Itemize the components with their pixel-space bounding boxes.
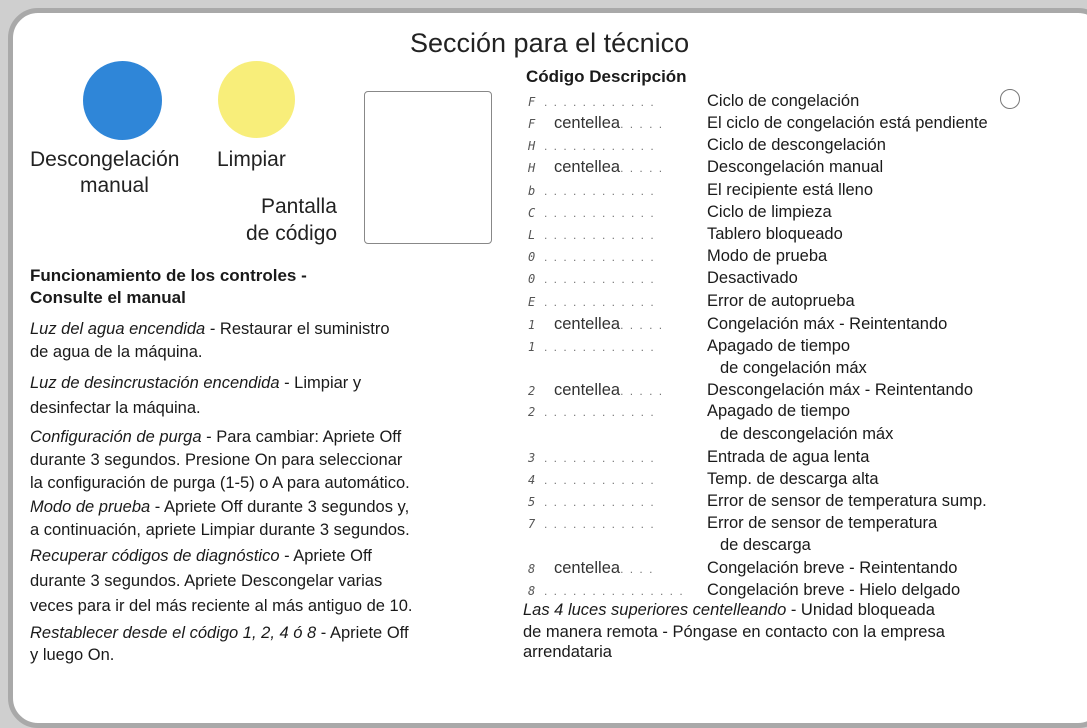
code-description: Descongelación máx - Reintentando xyxy=(707,381,973,399)
flash-label: centellea xyxy=(554,158,621,176)
leader-dots: . . . . . . . . . . . . xyxy=(544,495,656,509)
control-item-test-line2: a continuación, apriete Limpiar durante 3 segundos. xyxy=(30,521,410,539)
footer-term: Las 4 luces superiores centelleando xyxy=(523,601,787,619)
display-code: H xyxy=(528,161,537,175)
code-description: Congelación máx - Reintentando xyxy=(707,315,948,333)
code-row xyxy=(528,557,654,579)
display-code: E xyxy=(528,295,537,309)
code-row xyxy=(528,201,655,223)
code-row xyxy=(528,313,664,335)
code-description: El recipiente está lleno xyxy=(707,181,874,199)
control-term: Restablecer desde el código 1, 2, 4 ó 8 xyxy=(30,624,317,642)
code-description: Desactivado xyxy=(707,269,798,287)
display-label-line1: Pantalla xyxy=(261,195,337,218)
flash-label: centellea xyxy=(554,114,621,132)
display-code: H xyxy=(528,139,537,153)
leader-dots: . . . . . . . . . . . . xyxy=(544,206,656,220)
code-description: Congelación breve - Hielo delgado xyxy=(707,581,961,599)
code-row xyxy=(528,446,655,468)
code-description: Entrada de agua lenta xyxy=(707,448,870,466)
control-item-reset-line1 xyxy=(30,623,409,643)
control-item-recover-line1 xyxy=(30,546,372,566)
codes-footer-line3: arrendataria xyxy=(523,643,612,661)
code-description: Error de autoprueba xyxy=(707,292,855,310)
code-row xyxy=(528,112,664,134)
display-code: 3 xyxy=(528,451,537,465)
display-code: 8 xyxy=(528,584,537,598)
code-row xyxy=(528,245,655,267)
clean-button[interactable] xyxy=(218,61,295,138)
code-row xyxy=(528,179,655,201)
flash-label: centellea xyxy=(554,559,621,577)
display-code: C xyxy=(528,206,537,220)
display-code: F xyxy=(528,95,537,109)
display-code: 2 xyxy=(528,405,537,419)
control-item-purge-line3: la configuración de purga (1-5) o A para automático. xyxy=(30,474,410,492)
code-description: Ciclo de descongelación xyxy=(707,136,886,154)
control-text: - Apriete Off durante 3 segundos y, xyxy=(150,498,410,516)
controls-header-line2: Consulte el manual xyxy=(30,288,186,307)
code-row xyxy=(528,579,684,601)
code-row xyxy=(528,156,664,178)
code-description-line2: de descarga xyxy=(720,536,811,554)
control-text: - Limpiar y xyxy=(279,374,362,392)
code-row xyxy=(528,400,655,422)
leader-dots: . . . . . . . . . . . . xyxy=(544,517,656,531)
code-row xyxy=(528,490,655,512)
leader-dots: . . . . . xyxy=(620,318,664,332)
display-code: b xyxy=(528,184,537,198)
leader-dots: . . . . . . . . . . . . xyxy=(544,272,656,286)
leader-dots: . . . . . . . . . . . . xyxy=(544,473,656,487)
leader-dots: . . . . . . . . . . . . xyxy=(544,95,656,109)
control-item-water-line2: de agua de la máquina. xyxy=(30,343,203,361)
control-term: Luz de desincrustación encendida xyxy=(30,374,280,392)
leader-dots: . . . . . xyxy=(620,161,664,175)
control-text: - Para cambiar: Apriete Off xyxy=(201,428,402,446)
code-description: Modo de prueba xyxy=(707,247,828,265)
display-code: 4 xyxy=(528,473,537,487)
control-item-purge-line1 xyxy=(30,427,401,447)
code-description-line2: de descongelación máx xyxy=(720,425,894,443)
leader-dots: . . . . . . . . . . . . xyxy=(544,340,656,354)
code-description: Apagado de tiempo xyxy=(707,402,851,420)
display-code: 1 xyxy=(528,318,537,332)
code-description: Temp. de descarga alta xyxy=(707,470,879,488)
panel-title: Sección para el técnico xyxy=(410,28,690,58)
display-code: 8 xyxy=(528,562,537,576)
defrost-label-line2: manual xyxy=(80,174,149,197)
clean-label: Limpiar xyxy=(217,148,286,171)
leader-dots: . . . . . . . . . . . . xyxy=(544,250,656,264)
control-item-water-line1 xyxy=(30,319,390,339)
defrost-label-line1: Descongelación xyxy=(30,148,180,171)
control-term: Configuración de purga xyxy=(30,428,202,446)
control-item-test-line1 xyxy=(30,497,409,517)
display-code: 5 xyxy=(528,495,537,509)
control-term: Recuperar códigos de diagnóstico xyxy=(30,547,280,565)
code-row xyxy=(528,468,655,490)
controls-header-line1: Funcionamiento de los controles - xyxy=(30,266,307,285)
flash-label: centellea xyxy=(554,315,621,333)
control-item-reset-line2: y luego On. xyxy=(30,646,115,664)
code-description: Descongelación manual xyxy=(707,158,884,176)
leader-dots: . . . . . . . . . . . . . . . xyxy=(544,584,685,598)
leader-dots: . . . . . . . . . . . . xyxy=(544,405,656,419)
code-description-line2: de congelación máx xyxy=(720,359,867,377)
display-code: F xyxy=(528,117,537,131)
control-item-recover-line3: veces para ir del más reciente al más antiguo de 10. xyxy=(30,597,413,615)
leader-dots: . . . . . . . . . . . . xyxy=(544,228,656,242)
code-row xyxy=(528,290,655,312)
code-description: Ciclo de limpieza xyxy=(707,203,832,221)
control-text: - Restaurar el suministro xyxy=(205,320,390,338)
code-description: Error de sensor de temperatura sump. xyxy=(707,492,987,510)
code-row xyxy=(528,267,655,289)
control-item-purge-line2: durante 3 segundos. Presione On para seleccionar xyxy=(30,451,403,469)
code-row xyxy=(528,379,664,401)
control-item-descale-line2: desinfectar la máquina. xyxy=(30,399,201,417)
code-description: Ciclo de congelación xyxy=(707,92,860,110)
code-description: El ciclo de congelación está pendiente xyxy=(707,114,988,132)
codes-footer-line1 xyxy=(523,600,935,620)
code-description: Tablero bloqueado xyxy=(707,225,843,243)
control-term: Modo de prueba xyxy=(30,498,151,516)
codes-header: Código Descripción xyxy=(526,67,687,86)
leader-dots: . . . . xyxy=(620,562,654,576)
display-code: 1 xyxy=(528,340,537,354)
leader-dots: . . . . . xyxy=(620,384,664,398)
code-row xyxy=(528,223,655,245)
indicator-circle-icon xyxy=(1000,89,1020,109)
flash-label: centellea xyxy=(554,381,621,399)
control-term: Luz del agua encendida xyxy=(30,320,206,338)
leader-dots: . . . . . . . . . . . . xyxy=(544,295,656,309)
leader-dots: . . . . . . . . . . . . xyxy=(544,184,656,198)
control-text: - Apriete Off xyxy=(279,547,372,565)
code-row xyxy=(528,512,655,534)
display-code: 7 xyxy=(528,517,537,531)
code-row xyxy=(528,335,655,357)
defrost-button[interactable] xyxy=(83,61,162,140)
display-code: 0 xyxy=(528,272,537,286)
leader-dots: . . . . . xyxy=(620,117,664,131)
code-description: Apagado de tiempo xyxy=(707,337,851,355)
footer-text: - Unidad bloqueada xyxy=(786,601,935,619)
codes-footer-line2: de manera remota - Póngase en contacto con la empresa xyxy=(523,623,945,641)
code-description: Error de sensor de temperatura xyxy=(707,514,938,532)
code-description: Congelación breve - Reintentando xyxy=(707,559,958,577)
display-label-line2: de código xyxy=(246,222,338,245)
display-code: L xyxy=(528,228,537,242)
control-text: - Apriete Off xyxy=(316,624,409,642)
display-code: 0 xyxy=(528,250,537,264)
leader-dots: . . . . . . . . . . . . xyxy=(544,451,656,465)
code-row xyxy=(528,134,655,156)
code-display xyxy=(364,91,492,244)
control-item-recover-line2: durante 3 segundos. Apriete Descongelar varias xyxy=(30,572,383,590)
code-row xyxy=(528,90,655,112)
display-code: 2 xyxy=(528,384,537,398)
leader-dots: . . . . . . . . . . . . xyxy=(544,139,656,153)
control-item-descale-line1 xyxy=(30,373,361,393)
